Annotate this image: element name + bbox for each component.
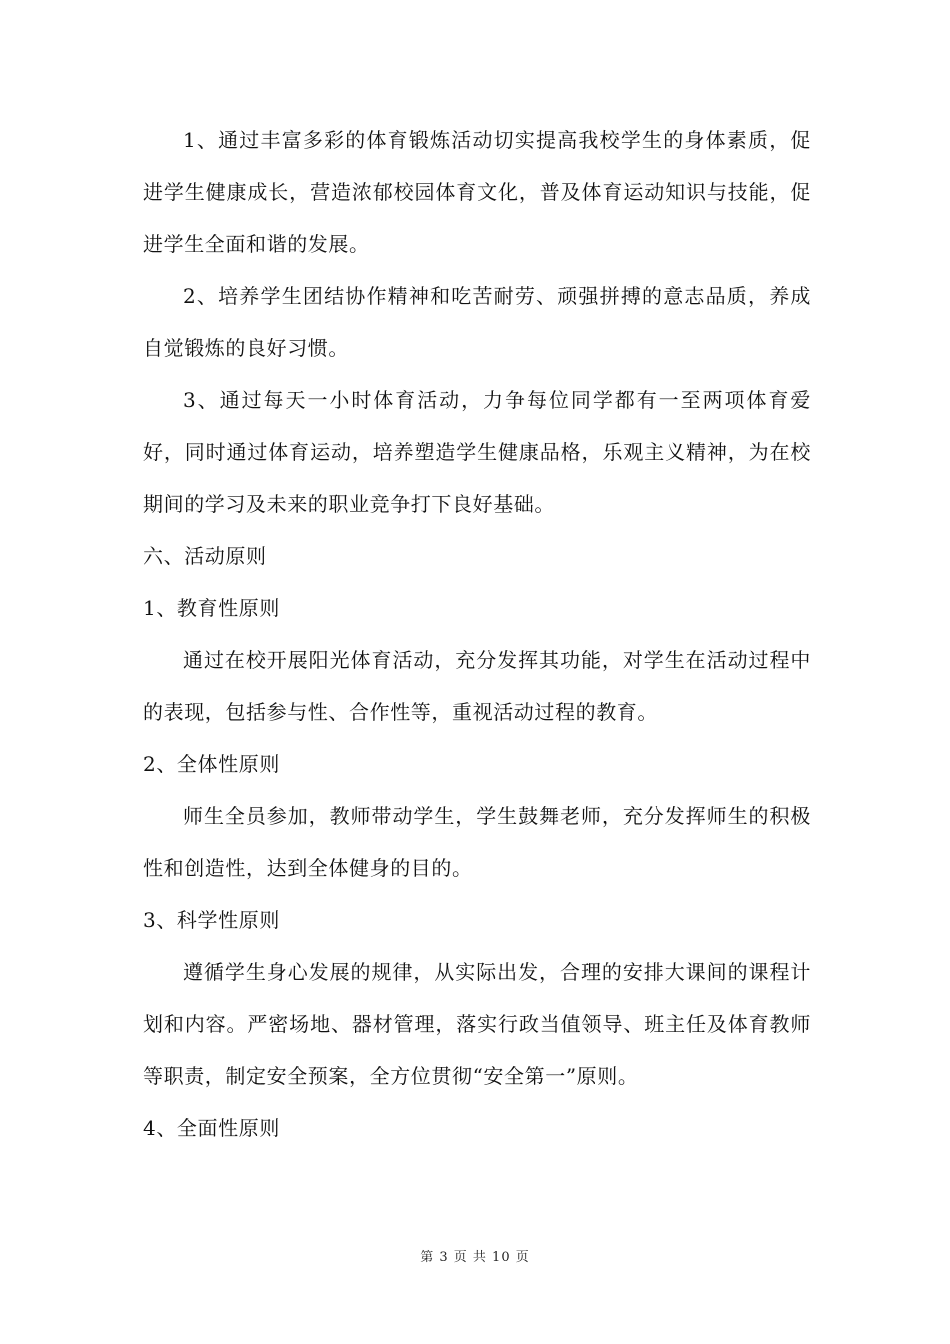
subheading-comprehensive-principle: 4、全面性原则	[143, 1116, 280, 1140]
paragraph-scientific-principle: 遵循学生身心发展的规律，从实际出发，合理的安排大课间的课程计划和内容。严密场地、器材管理，落实行政当值领导、班主任及体育教师等职责，制定安全预案，全方位贯彻“安全第一”原则。	[143, 960, 811, 1088]
subheading-entirety-principle: 2、全体性原则	[143, 752, 280, 776]
paragraph-goal-3: 3、通过每天一小时体育活动，力争每位同学都有一至两项体育爱好，同时通过体育运动，培养塑造学生健康品格，乐观主义精神，为在校期间的学习及未来的职业竞争打下良好基础。	[143, 388, 811, 516]
paragraph-education-principle: 通过在校开展阳光体育活动，充分发挥其功能，对学生在活动过程中的表现，包括参与性、合作性等，重视活动过程的教育。	[143, 648, 811, 724]
section-heading-principles: 六、活动原则	[143, 544, 267, 568]
subheading-scientific-principle: 3、科学性原则	[143, 908, 280, 932]
paragraph-goal-1: 1、通过丰富多彩的体育锻炼活动切实提高我校学生的身体素质，促进学生健康成长，营造浓郁校园体育文化，普及体育运动知识与技能，促进学生全面和谐的发展。	[143, 128, 811, 256]
page-number-footer: 第 3 页 共 10 页	[420, 1250, 530, 1265]
paragraph-goal-2: 2、培养学生团结协作精神和吃苦耐劳、顽强拼搏的意志品质，养成自觉锻炼的良好习惯。	[143, 284, 811, 360]
paragraph-entirety-principle: 师生全员参加，教师带动学生，学生鼓舞老师，充分发挥师生的积极性和创造性，达到全体健身的目的。	[143, 804, 811, 880]
document-body	[143, 114, 811, 1154]
subheading-education-principle: 1、教育性原则	[143, 596, 280, 620]
